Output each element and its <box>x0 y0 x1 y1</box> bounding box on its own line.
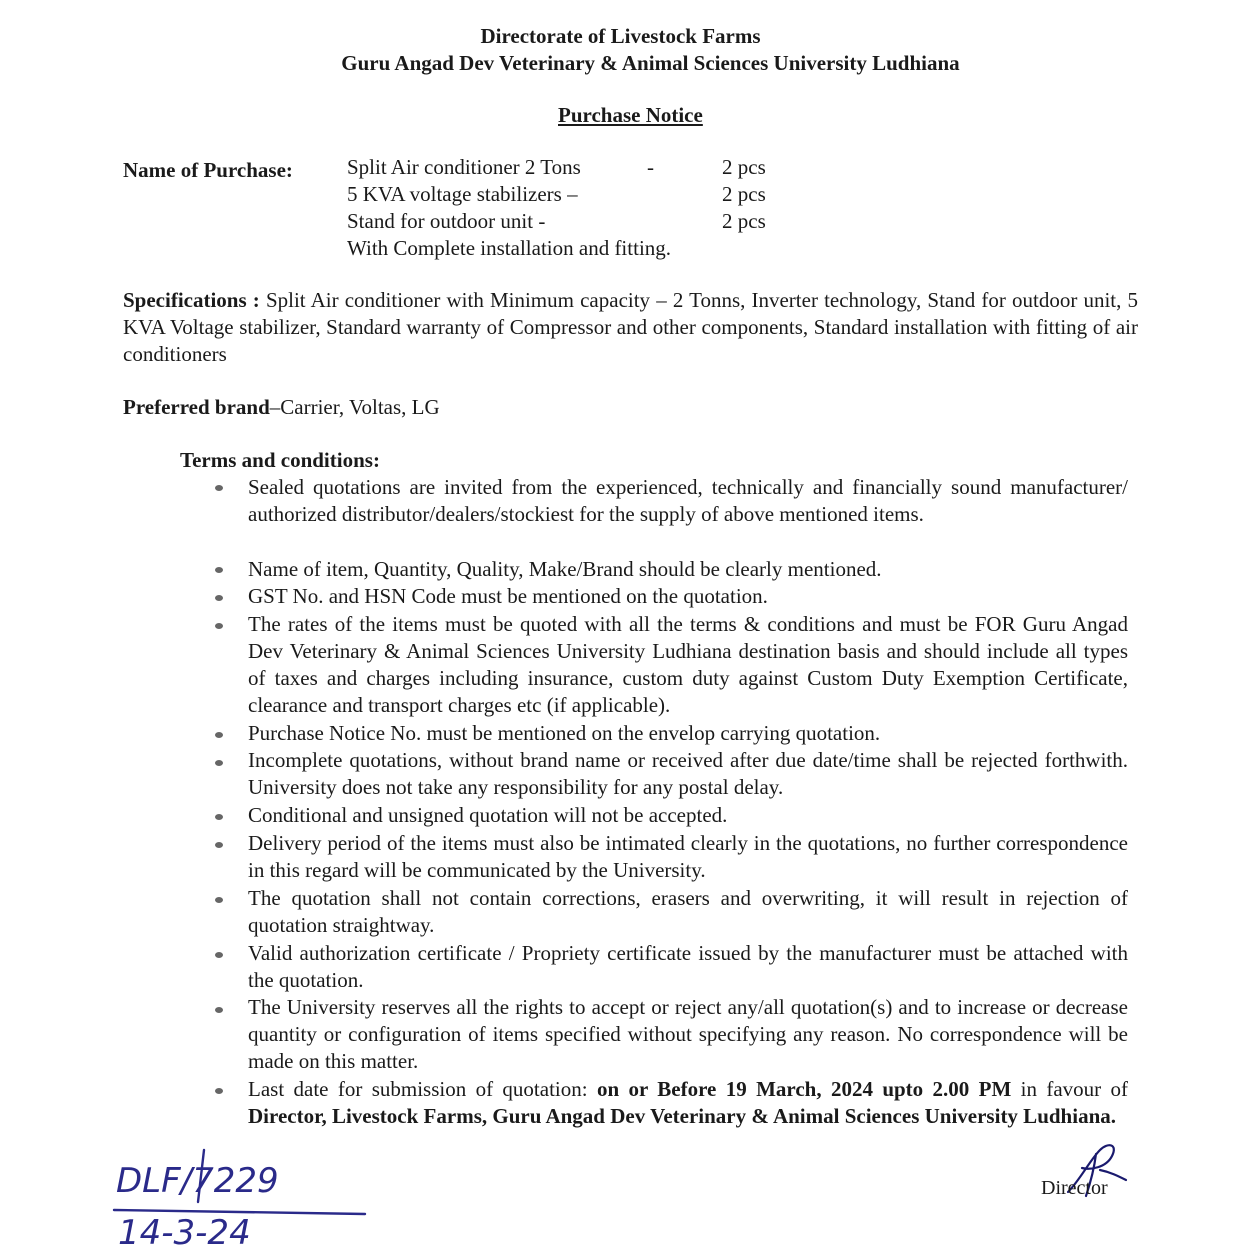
term-item: Incomplete quotations, without brand name or received after due date/time shall be rejected forthwith. University does not take any responsibility for any postal delay. <box>248 748 1128 799</box>
bullet-icon <box>215 760 223 766</box>
purchase-item-qty: 2 pcs <box>722 182 766 206</box>
term-item: Valid authorization certificate / Propriety certificate issued by the manufacturer must be attached with the quotation. <box>248 941 1128 992</box>
term-item: Sealed quotations are invited from the experienced, technically and financially sound manufacturer/ authorized distributor/dealers/stockiest for the supply of above mentioned items. <box>248 475 1128 526</box>
terms-title: Terms and conditions: <box>180 448 380 472</box>
director-label: Director <box>1041 1177 1108 1199</box>
purchase-item-name: Split Air conditioner 2 Tons <box>347 155 581 179</box>
term-item: Conditional and unsigned quotation will not be accepted. <box>248 803 728 827</box>
purchase-item-qty: 2 pcs <box>722 209 766 233</box>
bullet-icon <box>215 814 223 820</box>
purchase-item-name: 5 KVA voltage stabilizers – <box>347 182 578 206</box>
bullet-icon <box>215 623 223 629</box>
bullet-icon <box>215 732 223 738</box>
term-item: GST No. and HSN Code must be mentioned on the quotation. <box>248 584 768 608</box>
bullet-icon <box>215 485 223 491</box>
specifications-label: Specifications : <box>123 288 260 312</box>
specifications-text: Split Air conditioner with Minimum capacity – 2 Tonns, Inverter technology, Stand for outdoor unit, 5 KVA Voltage stabilizer, Standard warranty of Compressor and other components, Standard installation with fitting of air conditioners <box>123 288 1139 366</box>
last-date-middle: in favour of <box>1011 1077 1129 1101</box>
term-item: Name of item, Quantity, Quality, Make/Brand should be clearly mentioned. <box>248 557 882 581</box>
preferred-brand-text: –Carrier, Voltas, LG <box>269 395 440 419</box>
purchase-item-dash: - <box>647 155 654 179</box>
purchase-item-name: Stand for outdoor unit - <box>347 209 546 233</box>
bullet-icon <box>215 595 223 601</box>
bullet-icon <box>215 1007 223 1013</box>
term-item: The quotation shall not contain corrections, erasers and overwriting, it will result in rejection of quotation straightway. <box>248 886 1128 937</box>
handwritten-date: 14-3-24 <box>118 1213 251 1252</box>
handwritten-ref: DLF/7229 <box>116 1161 279 1201</box>
header-university: Guru Angad Dev Veterinary & Animal Sciences University Ludhiana <box>341 51 960 75</box>
term-item: The University reserves all the rights to accept or reject any/all quotation(s) and to increase or decrease quantity or configuration of items specified without specifying any reason. No correspondence will be made on this matter. <box>248 995 1128 1073</box>
preferred-brand-paragraph <box>123 394 1138 421</box>
last-date-prefix: Last date for submission of quotation: <box>248 1077 597 1101</box>
handwritten-note-icon <box>110 1140 380 1252</box>
bullet-icon <box>215 1088 223 1094</box>
term-item: Purchase Notice No. must be mentioned on the envelop carrying quotation. <box>248 721 881 745</box>
preferred-brand-label: Preferred brand <box>123 395 270 419</box>
term-item-last-date <box>248 1076 1128 1130</box>
header-directorate: Directorate of Livestock Farms <box>480 24 761 48</box>
last-date-value: on or Before 19 March, 2024 upto 2.00 PM <box>596 1077 1012 1101</box>
purchase-note: With Complete installation and fitting. <box>347 236 672 260</box>
bullet-icon <box>215 842 223 848</box>
last-date-favour: Director, Livestock Farms, Guru Angad Dev Veterinary & Animal Sciences University Ludhiana. <box>248 1104 1116 1128</box>
bullet-icon <box>215 567 223 573</box>
bullet-icon <box>215 952 223 958</box>
purchase-item-qty: 2 pcs <box>722 155 766 179</box>
page-title: Purchase Notice <box>558 103 703 127</box>
bullet-icon <box>215 897 223 903</box>
term-item: The rates of the items must be quoted with all the terms & conditions and must be FOR Guru Angad Dev Veterinary & Animal Sciences University Ludhiana destination basis and should include all types of taxes and charges including insurance, custom duty against Custom Duty Exemption Certificate, clearance and transport charges etc (if applicable). <box>248 612 1128 717</box>
term-item: Delivery period of the items must also be intimated clearly in the quotations, no further correspondence in this regard will be communicated by the University. <box>248 831 1128 882</box>
specifications-paragraph <box>123 287 1138 368</box>
purchase-label: Name of Purchase: <box>123 158 293 182</box>
